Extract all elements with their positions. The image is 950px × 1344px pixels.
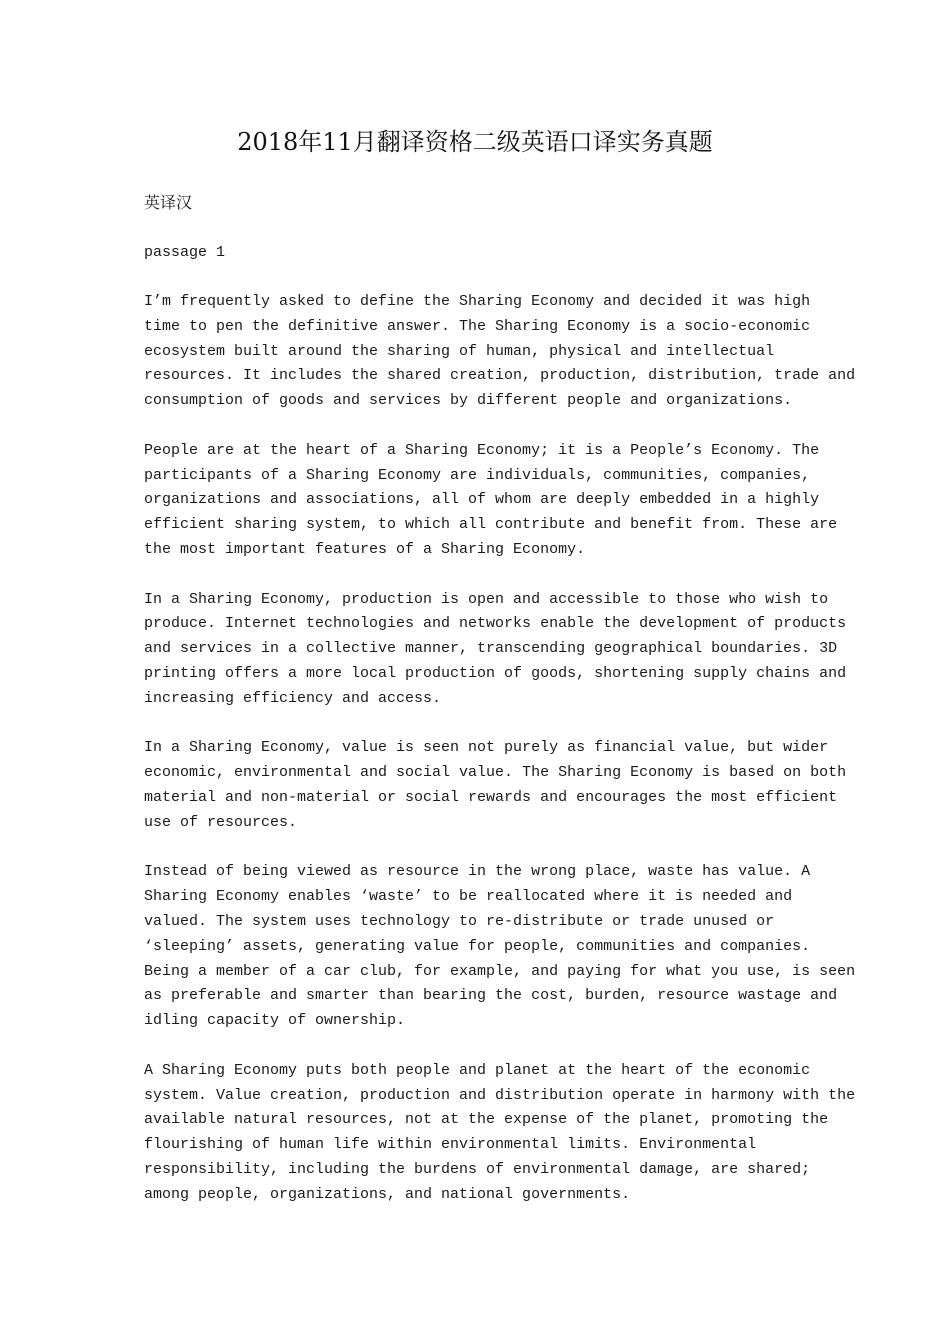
paragraph-line: organizations and associations, all of whom are deeply embedded in a highly [144,491,820,509]
paragraph-line: consumption of goods and services by different people and organizations. [144,392,793,410]
paragraph-line: valued. The system uses technology to re-distribute or trade unused or [144,912,775,930]
paragraph-3 [144,588,847,712]
paragraph-line: the most important features of a Sharing Economy. [144,540,586,558]
paragraph-line: available natural resources, not at the expense of the planet, promoting the [144,1111,829,1129]
paragraph-line: flourishing of human life within environmental limits. Environmental [144,1136,757,1154]
document-body [144,190,856,1232]
paragraph-4 [144,736,847,835]
paragraph-line: produce. Internet technologies and networks enable the development of products [144,615,847,633]
document-title: 2018年11月翻译资格二级英语口译实务真题 [237,128,713,156]
paragraph-line: ecosystem built around the sharing of human, physical and intellectual [144,342,775,360]
paragraph-5 [144,860,856,1034]
paragraph-line: material and non-material or social rewards and encourages the most efficient [144,788,838,806]
paragraph-2 [144,439,838,563]
paragraph-line: use of resources. [144,813,298,831]
paragraph-line: printing offers a more local production of goods, shortening supply chains and [144,664,847,682]
paragraph-line: Instead of being viewed as resource in the wrong place, waste has value. A [144,863,811,881]
paragraph-line: In a Sharing Economy, production is open and accessible to those who wish to [144,590,829,608]
paragraph-line: responsibility, including the burdens of environmental damage, are shared; [144,1160,811,1178]
paragraph-line: I’m frequently asked to define the Sharing Economy and decided it was high [144,293,811,310]
paragraph-line: Being a member of a car club, for example, and paying for what you use, is seen [144,962,856,980]
paragraph-line: increasing efficiency and access. [144,689,442,707]
paragraph-line: system. Value creation, production and distribution operate in harmony with the [144,1086,856,1104]
paragraph-6 [144,1059,856,1208]
paragraph-line: People are at the heart of a Sharing Economy; it is a People’s Economy. The [144,441,820,459]
section-label: 英译汉 [144,193,193,212]
paragraph-1 [144,290,856,414]
paragraph-line: and services in a collective manner, transcending geographical boundaries. 3D [144,640,838,658]
paragraph-line: economic, environmental and social value. The Sharing Economy is based on both [144,764,847,782]
paragraph-line: ‘sleeping’ assets, generating value for people, communities and companies. [144,937,811,955]
paragraph-line: In a Sharing Economy, value is seen not purely as financial value, but wider [144,739,829,757]
paragraph-line: Sharing Economy enables ‘waste’ to be reallocated where it is needed and [144,888,793,906]
paragraph-line: as preferable and smarter than bearing the cost, burden, resource wastage and [144,987,838,1005]
paragraph-line: efficient sharing system, to which all contribute and benefit from. These are [144,516,838,534]
paragraph-line: idling capacity of ownership. [144,1012,406,1030]
paragraph-line: resources. It includes the shared creation, production, distribution, trade and [144,367,856,385]
passage-label: passage 1 [144,244,226,261]
paragraph-line: A Sharing Economy puts both people and planet at the heart of the economic [144,1061,811,1079]
paragraph-line: time to pen the definitive answer. The Sharing Economy is a socio-economic [144,317,811,335]
paragraph-line: participants of a Sharing Economy are individuals, communities, companies, [144,466,811,484]
paragraph-line: among people, organizations, and national governments. [144,1185,631,1203]
